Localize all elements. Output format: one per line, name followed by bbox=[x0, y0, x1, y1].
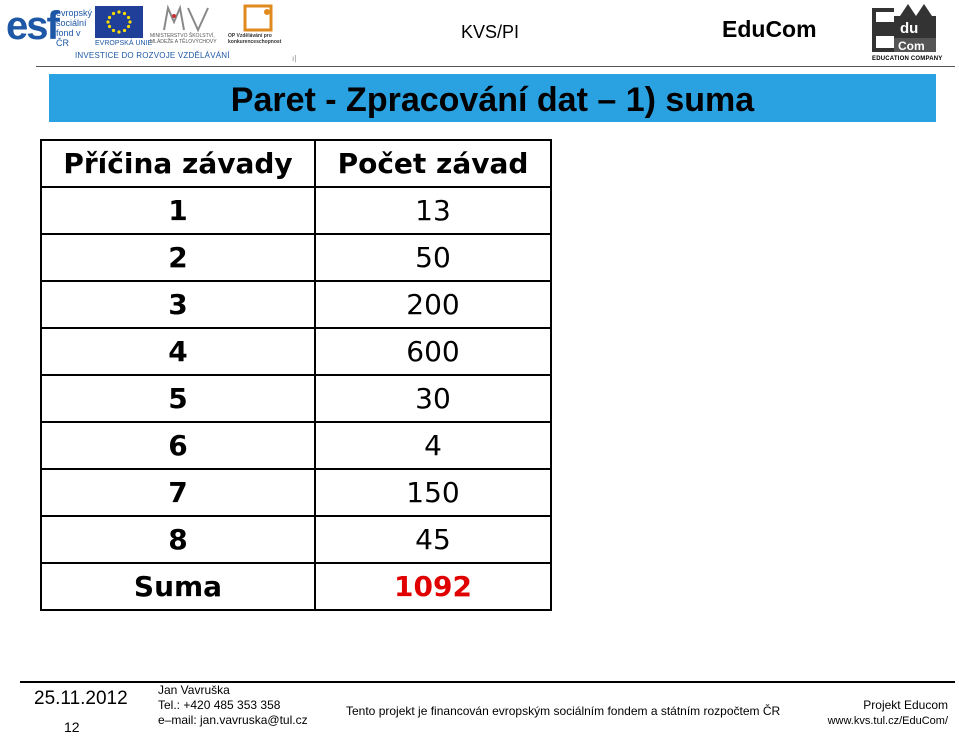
count-cell: 45 bbox=[315, 516, 551, 563]
header-divider bbox=[36, 66, 955, 67]
table-row bbox=[41, 281, 551, 328]
svg-text:Com: Com bbox=[898, 39, 925, 53]
title-bar bbox=[49, 74, 936, 122]
separator-mark: ı| bbox=[292, 54, 297, 63]
table-row bbox=[41, 469, 551, 516]
esf-logo-text: esf bbox=[6, 4, 58, 48]
column-header-count: Počet závad bbox=[315, 140, 551, 187]
count-cell: 600 bbox=[315, 328, 551, 375]
cause-cell: 8 bbox=[41, 516, 315, 563]
brand-title: EduCom bbox=[722, 16, 817, 42]
sum-value: 1092 bbox=[315, 563, 551, 610]
project-url[interactable]: www.kvs.tul.cz/EduCom/ bbox=[827, 715, 948, 727]
department-label: KVS/PI bbox=[461, 22, 520, 42]
table-row bbox=[41, 187, 551, 234]
cause-cell: 3 bbox=[41, 281, 315, 328]
slide-title: Paret - Zpracování dat – 1) suma bbox=[230, 81, 755, 119]
eu-flag-icon bbox=[95, 6, 143, 38]
esf-caption: evropský sociální fond v ČR bbox=[56, 8, 93, 48]
eu-caption: EVROPSKÁ UNIE bbox=[95, 40, 153, 47]
footer-date: 25.11.2012 bbox=[34, 688, 128, 709]
op-caption: OP Vzdělávání pro konkurenceschopnost bbox=[228, 33, 282, 45]
table-row bbox=[41, 422, 551, 469]
table-header-row bbox=[41, 140, 551, 187]
cause-cell: 1 bbox=[41, 187, 315, 234]
defect-table bbox=[40, 139, 552, 611]
cause-cell: 7 bbox=[41, 469, 315, 516]
author-name: Jan Vavruška bbox=[158, 683, 230, 697]
table-sum-row bbox=[41, 563, 551, 610]
table-row bbox=[41, 375, 551, 422]
count-cell: 50 bbox=[315, 234, 551, 281]
table-row bbox=[41, 234, 551, 281]
project-name: Projekt Educom bbox=[863, 698, 948, 712]
table-row bbox=[41, 516, 551, 563]
count-cell: 150 bbox=[315, 469, 551, 516]
author-phone: Tel.: +420 485 353 358 bbox=[158, 698, 281, 712]
page-number: 12 bbox=[64, 719, 80, 735]
author-info bbox=[158, 683, 308, 728]
svg-text:du: du bbox=[900, 20, 919, 37]
project-info bbox=[828, 697, 948, 729]
count-cell: 13 bbox=[315, 187, 551, 234]
funding-note: Tento projekt je financován evropským sociálním fondem a státním rozpočtem ČR bbox=[346, 704, 781, 718]
count-cell: 30 bbox=[315, 375, 551, 422]
column-header-cause: Příčina závady bbox=[41, 140, 315, 187]
cause-cell: 5 bbox=[41, 375, 315, 422]
table-row bbox=[41, 328, 551, 375]
cause-cell: 6 bbox=[41, 422, 315, 469]
count-cell: 4 bbox=[315, 422, 551, 469]
count-cell: 200 bbox=[315, 281, 551, 328]
msmt-caption: MINISTERSTVO ŠKOLSTVÍ, MLÁDEŽE A TĚLOVÝCHOVY bbox=[150, 33, 217, 45]
sum-label: Suma bbox=[41, 563, 315, 610]
author-email: e–mail: jan.vavruska@tul.cz bbox=[158, 713, 308, 727]
investment-slogan: INVESTICE DO ROZVOJE VZDĚLÁVÁNÍ bbox=[75, 51, 230, 60]
cause-cell: 4 bbox=[41, 328, 315, 375]
cause-cell: 2 bbox=[41, 234, 315, 281]
company-caption: EDUCATION COMPANY bbox=[872, 56, 943, 62]
educom-logo-icon bbox=[870, 2, 938, 56]
